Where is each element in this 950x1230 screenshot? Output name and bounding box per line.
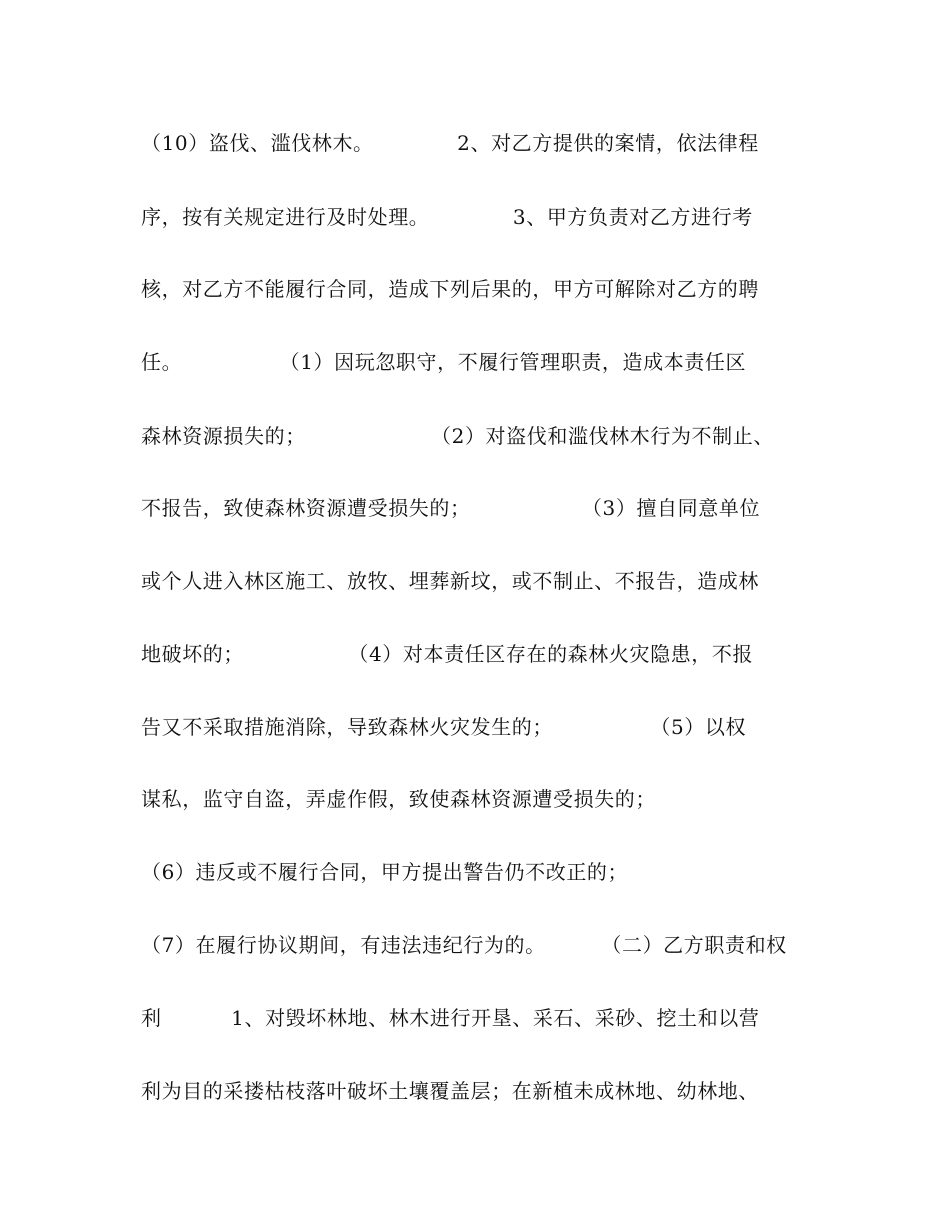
text-line: （6）违反或不履行合同，甲方提出警告仍不改正的；: [141, 860, 629, 884]
text-line: （7）在履行协议期间，有违法违纪行为的。 （二）乙方职责和权: [141, 933, 787, 957]
text-line: 利 1、对毁坏林地、林木进行开垦、采石、采砂、挖土和以营: [141, 1006, 760, 1030]
text-line: 序，按有关规定进行及时处理。 3、甲方负责对乙方进行考: [141, 205, 753, 229]
text-line: 利为目的采搂枯枝落叶破坏土壤覆盖层；在新植未成林地、幼林地、: [141, 1079, 759, 1103]
text-line: 告又不采取措施消除，导致森林火灾发生的； （5）以权: [141, 715, 747, 739]
text-line: 森林资源损失的； （2）对盗伐和滥伐林木行为不制止、: [141, 424, 774, 448]
text-line: 任。 （1）因玩忽职守，不履行管理职责，造成本责任区: [141, 350, 747, 374]
text-line: 地破坏的； （4）对本责任区存在的森林火灾隐患，不报: [141, 642, 754, 666]
text-line: 或个人进入林区施工、放牧、埋葬新坟，或不制止、不报告，造成林: [141, 569, 759, 593]
text-line: 不报告，致使森林资源遭受损失的； （3）擅自同意单位: [141, 496, 761, 520]
text-line: （10）盗伐、滥伐林木。 2、对乙方提供的案情，依法律程: [141, 131, 759, 155]
text-line: 核，对乙方不能履行合同，造成下列后果的，甲方可解除对乙方的聘: [141, 277, 759, 301]
text-line: 谋私，监守自盗，弄虚作假，致使森林资源遭受损失的；: [141, 787, 656, 811]
